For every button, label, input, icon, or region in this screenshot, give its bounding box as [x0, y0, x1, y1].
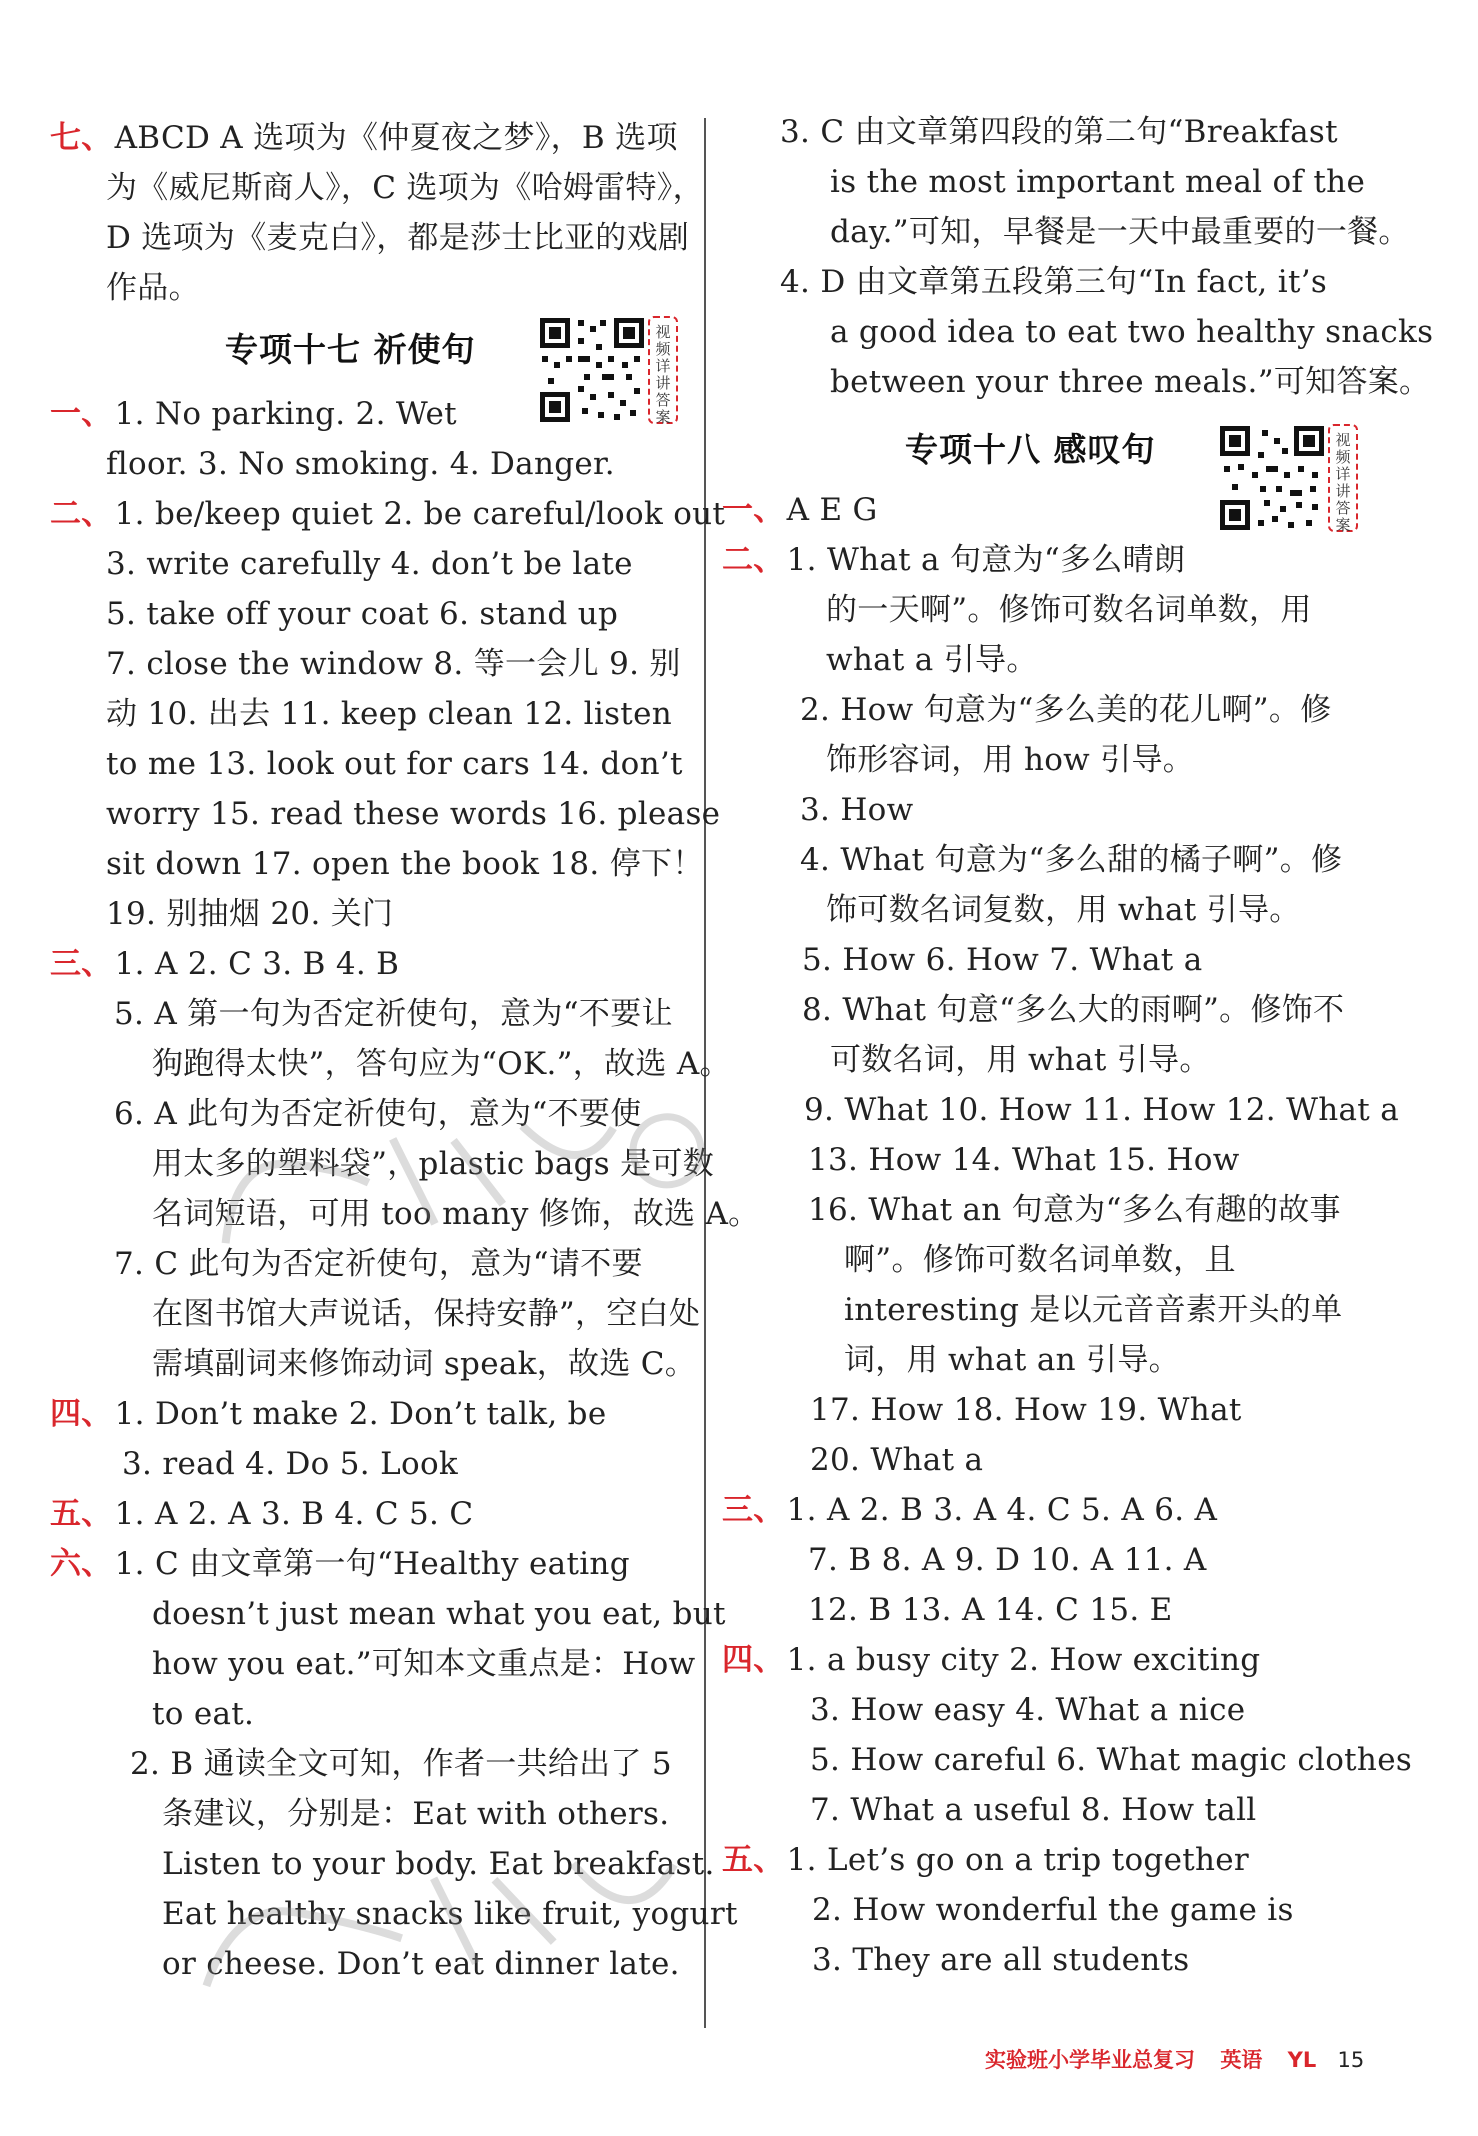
qr-video-tag: 视 频 详 讲 答 案	[648, 316, 678, 424]
footer-edition: YL	[1287, 2048, 1317, 2072]
answer-text: 5. How 6. How 7. What a	[802, 942, 1203, 978]
right-line	[844, 1240, 1236, 1280]
answer-text: how you eat.”可知本文重点是：How	[152, 1646, 696, 1682]
right-line	[830, 1040, 1211, 1080]
answer-text: 条建议，分别是：Eat with others.	[162, 1796, 670, 1832]
answer-text: 狗跑得太快”，答句应为“OK.”，故选 A。	[152, 1046, 731, 1082]
answer-text: doesn’t just mean what you eat, but	[152, 1596, 726, 1632]
answer-text: sit down 17. open the book 18. 停下！	[106, 846, 704, 882]
left-line	[50, 1544, 630, 1584]
answer-text: 2. B 通读全文可知，作者一共给出了 5	[130, 1746, 672, 1782]
answer-text: 1. C 由文章第一句“Healthy eating	[114, 1546, 630, 1582]
right-line	[800, 840, 1342, 880]
answer-text: 1. A 2. A 3. B 4. C 5. C	[114, 1496, 474, 1532]
answer-text: 可数名词，用 what 引导。	[830, 1042, 1211, 1078]
answer-text: 饰形容词，用 how 引导。	[826, 742, 1195, 778]
answer-text: 2. How wonderful the game is	[812, 1892, 1294, 1928]
right-line	[808, 1140, 1240, 1180]
answer-text: 7. B 8. A 9. D 10. A 11. A	[808, 1542, 1207, 1578]
left-line	[152, 1294, 700, 1334]
right-line	[780, 112, 1338, 152]
left-line	[106, 268, 200, 308]
answer-text: ABCD A 选项为《仲夏夜之梦》，B 选项	[114, 120, 678, 156]
answer-text: worry 15. read these words 16. please	[106, 796, 721, 832]
answer-text: 为《威尼斯商人》，C 选项为《哈姆雷特》，	[106, 170, 704, 206]
right-line	[810, 1740, 1412, 1780]
answer-text: 13. How 14. What 15. How	[808, 1142, 1240, 1178]
answer-text: 啊”。修饰可数名词单数，且	[844, 1242, 1236, 1278]
answer-text: 16. What an 句意为“多么有趣的故事	[808, 1192, 1341, 1228]
right-line	[802, 990, 1344, 1030]
right-line	[844, 1340, 1180, 1380]
left-line	[122, 1444, 458, 1484]
answer-text: 需填副词来修饰动词 speak，故选 C。	[152, 1346, 697, 1382]
left-line	[50, 1494, 473, 1534]
answer-text: Eat healthy snacks like fruit, yogurt	[162, 1896, 738, 1932]
answer-text: 3. C 由文章第四段的第二句“Breakfast	[780, 114, 1338, 150]
answer-text: 5. How careful 6. What magic clothes	[810, 1742, 1413, 1778]
left-line	[114, 994, 673, 1034]
section-marker: 一、	[722, 492, 785, 528]
answer-text: 7. What a useful 8. How tall	[810, 1792, 1257, 1828]
right-line	[830, 362, 1430, 402]
section-marker: 五、	[50, 1496, 113, 1532]
left-line	[106, 168, 704, 208]
answer-text: 1. A 2. B 3. A 4. C 5. A 6. A	[786, 1492, 1218, 1528]
right-line	[830, 212, 1410, 252]
right-line	[810, 1440, 983, 1480]
answer-text: 3. write carefully 4. don’t be late	[106, 546, 633, 582]
answer-text: 用太多的塑料袋”，plastic bags 是可数	[152, 1146, 715, 1182]
right-line	[830, 312, 1433, 352]
answer-text: day.”可知，早餐是一天中最重要的一餐。	[830, 214, 1410, 250]
section-marker: 二、	[50, 496, 113, 532]
answer-text: 1. Don’t make 2. Don’t talk, be	[114, 1396, 607, 1432]
right-line	[808, 1190, 1341, 1230]
left-line	[106, 444, 615, 484]
left-line	[106, 744, 683, 784]
right-line	[844, 1290, 1342, 1330]
answer-text: 3. How easy 4. What a nice	[810, 1692, 1246, 1728]
left-line	[106, 794, 720, 834]
page-number: 15	[1337, 2048, 1365, 2072]
right-line	[826, 590, 1312, 630]
right-line	[830, 162, 1365, 202]
section-heading-17: 专项十七 祈使句	[225, 330, 476, 369]
answer-text: 1. Let’s go on a trip together	[786, 1842, 1250, 1878]
footer-book-title: 实验班小学毕业总复习	[985, 2048, 1195, 2072]
answer-text: 3. They are all students	[812, 1942, 1190, 1978]
answer-text: a good idea to eat two healthy snacks	[830, 314, 1434, 350]
answer-text: 9. What 10. How 11. How 12. What a	[804, 1092, 1399, 1128]
right-line	[810, 1690, 1245, 1730]
answer-text: floor. 3. No smoking. 4. Danger.	[106, 446, 615, 482]
footer-subject: 英语	[1220, 2048, 1263, 2072]
right-line	[810, 1390, 1242, 1430]
answer-text: 词，用 what an 引导。	[844, 1342, 1180, 1378]
section-heading-18: 专项十八 感叹句	[905, 430, 1156, 469]
left-line	[50, 494, 725, 534]
page-footer	[985, 2044, 1364, 2074]
answer-text: 5. A 第一句为否定祈使句，意为“不要让	[114, 996, 673, 1032]
left-line	[152, 1644, 695, 1684]
section-marker: 五、	[722, 1842, 785, 1878]
section-marker: 一、	[50, 396, 113, 432]
right-line	[804, 1090, 1399, 1130]
right-line	[800, 790, 913, 830]
left-line	[152, 1694, 254, 1734]
answer-text: 在图书馆大声说话，保持安静”，空白处	[152, 1296, 701, 1332]
section-marker: 三、	[722, 1492, 785, 1528]
answer-text: 3. read 4. Do 5. Look	[122, 1446, 459, 1482]
answer-text: 8. What 句意“多么大的雨啊”。修饰不	[802, 992, 1345, 1028]
answer-text: what a 引导。	[826, 642, 1038, 678]
answer-text: is the most important meal of the	[830, 164, 1366, 200]
right-line	[826, 890, 1301, 930]
left-line	[106, 894, 393, 934]
answer-text: 7. close the window 8. 等一会儿 9. 别	[106, 646, 681, 682]
qr-video-tag: 视 频 详 讲 答 案	[1328, 424, 1358, 532]
right-line	[800, 690, 1332, 730]
answer-text: 1. What a 句意为“多么晴朗	[786, 542, 1186, 578]
right-line	[722, 1840, 1249, 1880]
answer-text: 4. D 由文章第五段第三句“In fact, it’s	[780, 264, 1328, 300]
answer-text: Listen to your body. Eat breakfast.	[162, 1846, 715, 1882]
left-line	[106, 694, 672, 734]
section-marker: 七、	[50, 120, 113, 156]
qr-code-icon[interactable]	[538, 316, 646, 424]
left-line	[106, 844, 704, 884]
right-line	[810, 1790, 1257, 1830]
answer-text: 5. take off your coat 6. stand up	[106, 596, 619, 632]
left-line	[106, 594, 618, 634]
answer-text: 名词短语，可用 too many 修饰，故选 A。	[152, 1196, 760, 1232]
answer-text: 动 10. 出去 11. keep clean 12. listen	[106, 696, 672, 732]
answer-text: to me 13. look out for cars 14. don’t	[106, 746, 683, 782]
right-line	[722, 540, 1185, 580]
right-line	[802, 940, 1202, 980]
answer-text: 4. What 句意为“多么甜的橘子啊”。修	[800, 842, 1343, 878]
answer-text: 17. How 18. How 19. What	[810, 1392, 1242, 1428]
right-line	[722, 1490, 1217, 1530]
left-line	[162, 1794, 669, 1834]
left-line	[152, 1344, 696, 1384]
left-line	[50, 394, 457, 434]
section-marker: 三、	[50, 946, 113, 982]
answer-text: 饰可数名词复数，用 what 引导。	[826, 892, 1301, 928]
right-line	[812, 1940, 1190, 1980]
right-line	[808, 1540, 1207, 1580]
left-line	[106, 644, 681, 684]
answer-text: 19. 别抽烟 20. 关门	[106, 896, 394, 932]
right-line	[722, 1640, 1260, 1680]
section-marker: 四、	[50, 1396, 113, 1432]
answer-text: 7. C 此句为否定祈使句，意为“请不要	[114, 1246, 643, 1282]
left-line	[50, 118, 678, 158]
section-marker: 六、	[50, 1546, 113, 1582]
section-marker: 二、	[722, 542, 785, 578]
section-marker: 四、	[722, 1642, 785, 1678]
answer-text: 3. How	[800, 792, 914, 828]
answer-text: A E G	[786, 492, 878, 528]
answer-text: 1. a busy city 2. How exciting	[786, 1642, 1261, 1678]
left-line	[152, 1594, 726, 1634]
right-line	[812, 1890, 1294, 1930]
answer-text: 1. A 2. C 3. B 4. B	[114, 946, 400, 982]
answer-text: 20. What a	[810, 1442, 984, 1478]
right-line	[808, 1590, 1173, 1630]
left-line	[130, 1744, 672, 1784]
left-line	[106, 544, 633, 584]
answer-text: between your three meals.”可知答案。	[830, 364, 1431, 400]
left-line	[152, 1044, 731, 1084]
answer-text: 1. be/keep quiet 2. be careful/look out	[114, 496, 726, 532]
qr-code-icon[interactable]	[1218, 424, 1326, 532]
answer-text: 1. No parking. 2. Wet	[114, 396, 457, 432]
answer-text: interesting 是以元音音素开头的单	[844, 1292, 1343, 1328]
answer-text: 作品。	[106, 270, 200, 306]
left-line	[50, 1394, 606, 1434]
answer-text: 2. How 句意为“多么美的花儿啊”。修	[800, 692, 1332, 728]
answer-text: D 选项为《麦克白》，都是莎士比亚的戏剧	[106, 220, 690, 256]
right-line	[780, 262, 1327, 302]
answer-text: 6. A 此句为否定祈使句，意为“不要使	[114, 1096, 642, 1132]
left-line	[50, 944, 399, 984]
right-line	[722, 490, 878, 530]
answer-text: 的一天啊”。修饰可数名词单数，用	[826, 592, 1312, 628]
answer-text: to eat.	[152, 1696, 255, 1732]
answer-text: or cheese. Don’t eat dinner late.	[162, 1946, 680, 1982]
left-line	[106, 218, 689, 258]
answer-text: 12. B 13. A 14. C 15. E	[808, 1592, 1173, 1628]
right-line	[826, 640, 1038, 680]
right-line	[826, 740, 1194, 780]
